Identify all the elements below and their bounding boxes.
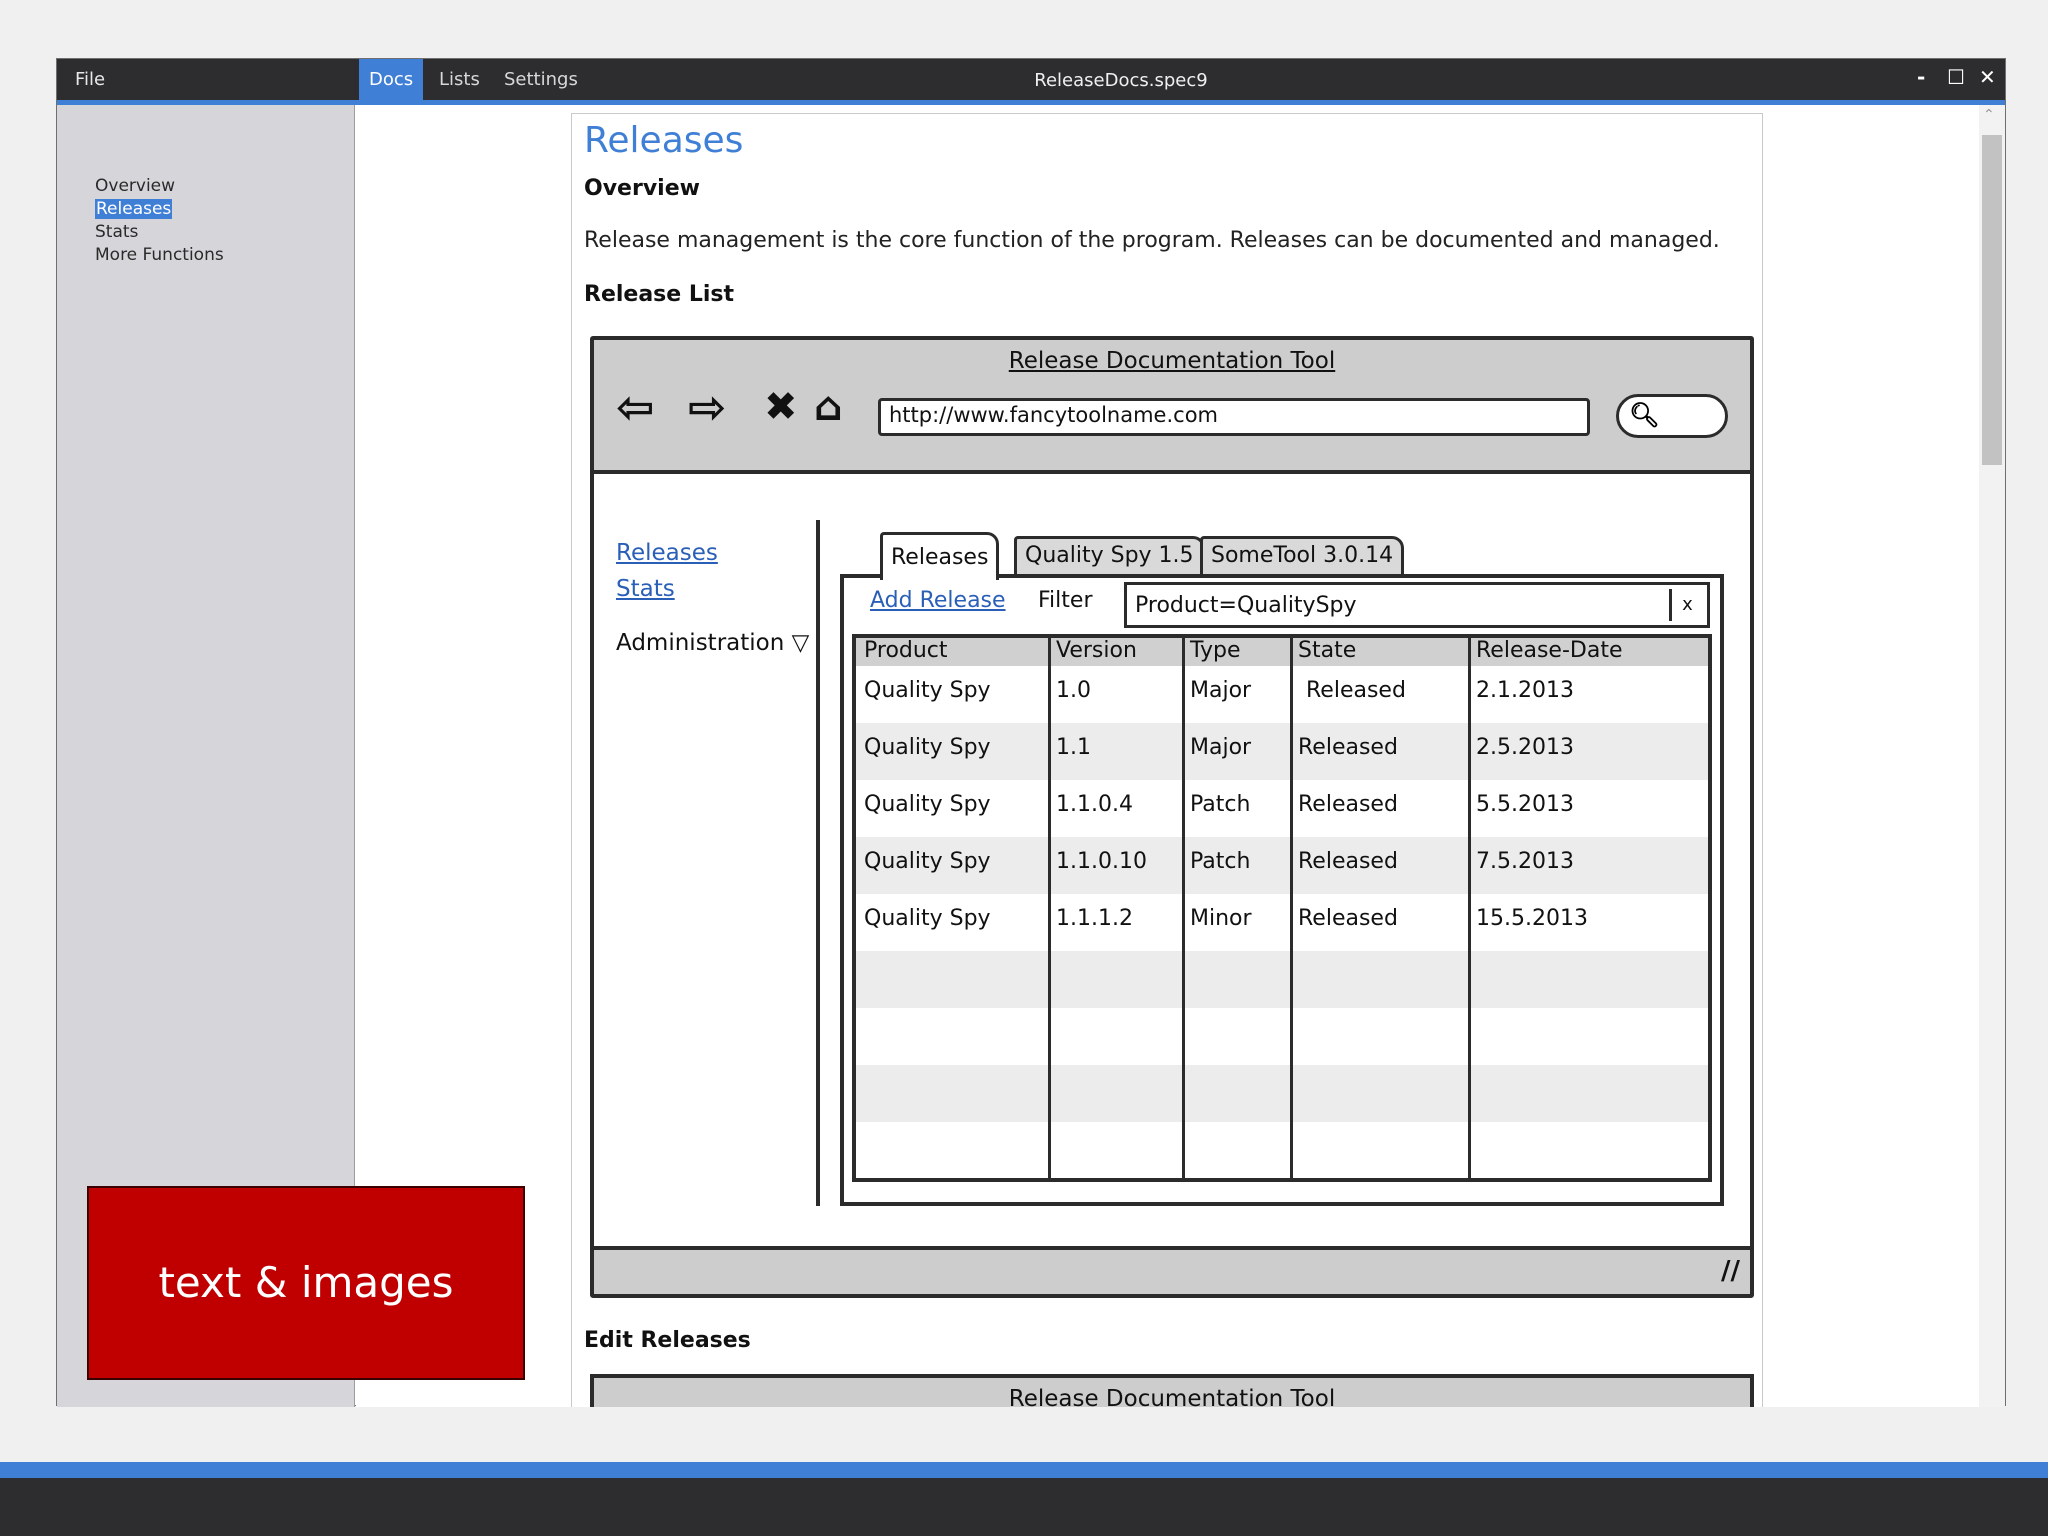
column-header-type: Type bbox=[1190, 638, 1241, 663]
clear-icon: x bbox=[1669, 589, 1703, 621]
sidebar-item-label: More Functions bbox=[95, 245, 224, 265]
window-title: ReleaseDocs.spec9 bbox=[1034, 70, 1208, 91]
cell-version: 1.1 bbox=[1056, 735, 1091, 760]
stop-icon: ✖ bbox=[764, 384, 798, 430]
page-title: Releases bbox=[584, 120, 744, 161]
cell-release-date: 2.5.2013 bbox=[1476, 735, 1574, 760]
mockup-add-release-link: Add Release bbox=[870, 588, 1006, 613]
tab-docs[interactable]: Docs bbox=[359, 59, 423, 102]
cell-type: Major bbox=[1190, 735, 1252, 760]
scroll-up-icon[interactable]: ⌃ bbox=[1983, 107, 1995, 123]
mockup-tab-panel bbox=[840, 574, 1724, 1206]
cell-release-date: 7.5.2013 bbox=[1476, 849, 1574, 874]
mockup-nav-releases: Releases bbox=[616, 540, 718, 566]
text-images-label: text & images bbox=[87, 1186, 525, 1380]
mockup-release-table bbox=[852, 634, 1712, 1182]
column-divider bbox=[1182, 638, 1185, 1178]
cell-product: Quality Spy bbox=[864, 735, 991, 760]
forward-arrow-icon: ⇨ bbox=[688, 380, 727, 434]
minimize-button[interactable]: - bbox=[1917, 65, 1926, 89]
mockup-title: Release Documentation Tool bbox=[1008, 348, 1336, 374]
bottom-accent-bar bbox=[0, 1462, 2048, 1478]
release-list-heading: Release List bbox=[584, 282, 735, 307]
table-row bbox=[856, 1122, 1708, 1179]
edit-releases-heading: Edit Releases bbox=[584, 1328, 751, 1353]
scrollbar-thumb[interactable] bbox=[1982, 135, 2002, 465]
document-page bbox=[571, 113, 1763, 1407]
tab-lists[interactable]: Lists bbox=[439, 69, 480, 90]
cell-version: 1.1.1.2 bbox=[1056, 906, 1133, 931]
menu-file[interactable]: File bbox=[75, 69, 106, 90]
release-list-mockup bbox=[590, 336, 1754, 1298]
mockup-title: Release Documentation Tool bbox=[1008, 1386, 1336, 1407]
overview-heading: Overview bbox=[584, 176, 700, 201]
vertical-scrollbar[interactable] bbox=[1979, 105, 2005, 1407]
cell-type: Minor bbox=[1190, 906, 1252, 931]
maximize-button[interactable]: ☐ bbox=[1947, 65, 1965, 89]
column-header-version: Version bbox=[1056, 638, 1137, 663]
sidebar-item-overview[interactable] bbox=[95, 175, 175, 197]
cell-state: Released bbox=[1298, 792, 1398, 817]
mockup-administration bbox=[616, 630, 809, 656]
cell-version: 1.0 bbox=[1056, 678, 1091, 703]
table-row bbox=[856, 951, 1708, 1008]
cell-type: Patch bbox=[1190, 849, 1251, 874]
edit-releases-mockup bbox=[590, 1374, 1754, 1407]
mockup-filter-label: Filter bbox=[1038, 588, 1093, 613]
sidebar-item-stats[interactable] bbox=[95, 221, 138, 243]
cell-type: Major bbox=[1190, 678, 1252, 703]
cell-state: Released bbox=[1298, 906, 1398, 931]
table-row bbox=[856, 1065, 1708, 1122]
cell-type: Patch bbox=[1190, 792, 1251, 817]
sidebar-item-label: Stats bbox=[95, 222, 139, 242]
column-header-product: Product bbox=[864, 638, 948, 663]
sidebar-item-label: Overview bbox=[95, 176, 176, 196]
table-row bbox=[856, 1008, 1708, 1065]
mockup-divider bbox=[816, 520, 820, 1206]
home-icon: ⌂ bbox=[814, 384, 843, 430]
column-divider bbox=[1468, 638, 1471, 1178]
mockup-admin-label: Administration bbox=[616, 630, 785, 656]
cell-state: Released bbox=[1306, 678, 1406, 703]
mockup-tab-releases: Releases bbox=[880, 532, 999, 580]
cell-product: Quality Spy bbox=[864, 849, 991, 874]
mockup-filter-value: Product=QualitySpy bbox=[1135, 593, 1357, 618]
cell-version: 1.1.0.4 bbox=[1056, 792, 1133, 817]
tab-settings[interactable]: Settings bbox=[504, 69, 578, 90]
cell-release-date: 2.1.2013 bbox=[1476, 678, 1574, 703]
resize-grip-icon: ∕∕ bbox=[1721, 1256, 1740, 1286]
back-arrow-icon: ⇦ bbox=[616, 380, 655, 434]
bottom-bar bbox=[0, 1478, 2048, 1536]
mockup-filter-field bbox=[1124, 582, 1710, 628]
cell-release-date: 5.5.2013 bbox=[1476, 792, 1574, 817]
cell-release-date: 15.5.2013 bbox=[1476, 906, 1588, 931]
mockup-url-field: http://www.fancytoolname.com bbox=[878, 398, 1590, 436]
mockup-browser-bar bbox=[594, 340, 1750, 474]
mockup-status-bar bbox=[594, 1246, 1750, 1294]
mockup-tab-sometool: SomeTool 3.0.14 bbox=[1200, 536, 1404, 578]
cell-product: Quality Spy bbox=[864, 678, 991, 703]
overview-text: Release management is the core function of the program. Releases can be documented and managed. bbox=[584, 228, 1720, 253]
mockup-nav-stats: Stats bbox=[616, 576, 675, 602]
sidebar-item-releases[interactable] bbox=[95, 198, 172, 220]
content-area bbox=[356, 105, 1981, 1407]
search-icon: 🔍︎ bbox=[1629, 401, 1660, 429]
column-divider bbox=[1048, 638, 1051, 1178]
sidebar-item-more-functions[interactable] bbox=[95, 244, 224, 266]
title-bar bbox=[57, 59, 2005, 101]
sidebar-item-label: Releases bbox=[96, 199, 172, 219]
mockup-search-field bbox=[1616, 394, 1728, 438]
cell-state: Released bbox=[1298, 735, 1398, 760]
mockup-tab-quality-spy: Quality Spy 1.5 bbox=[1014, 536, 1205, 578]
cell-product: Quality Spy bbox=[864, 792, 991, 817]
cell-state: Released bbox=[1298, 849, 1398, 874]
cell-version: 1.1.0.10 bbox=[1056, 849, 1147, 874]
close-button[interactable]: ✕ bbox=[1979, 65, 1996, 89]
column-header-release-date: Release-Date bbox=[1476, 638, 1623, 663]
column-header-state: State bbox=[1298, 638, 1357, 663]
column-divider bbox=[1290, 638, 1293, 1178]
triangle-down-icon: ▽ bbox=[791, 630, 810, 656]
cell-product: Quality Spy bbox=[864, 906, 991, 931]
